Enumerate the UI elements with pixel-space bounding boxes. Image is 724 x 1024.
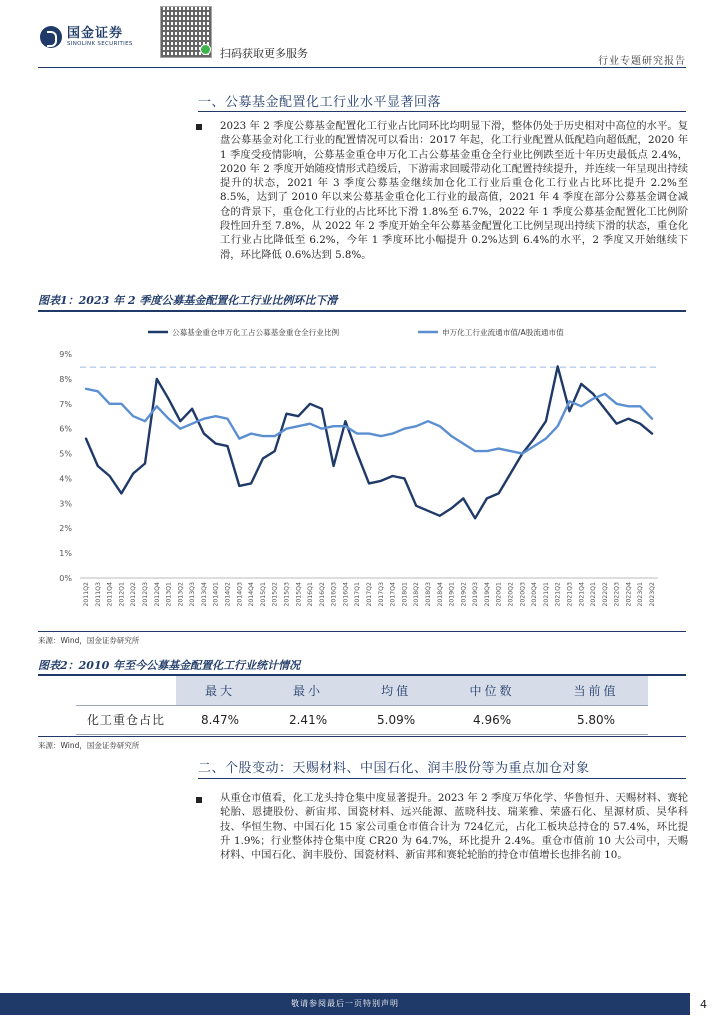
stats-header-current: 当前值: [544, 676, 648, 705]
x-tick-label: 2015Q3: [283, 582, 291, 607]
x-tick-label: 2021Q4: [578, 582, 586, 607]
y-tick-label: 4%: [59, 474, 72, 484]
x-tick-label: 2023Q2: [649, 582, 656, 607]
section2-title: 二、个股变动：天赐材料、中国石化、润丰股份等为重点加仓对象: [198, 761, 590, 776]
x-tick-label: 2019Q2: [460, 582, 468, 607]
logo-text-en: SINOLINK SECURITIES: [67, 40, 133, 47]
x-tick-label: 2016Q2: [318, 582, 326, 607]
stats-row-label: 化工重仓占比: [76, 705, 176, 734]
logo-text-cn: 国金证券: [67, 25, 124, 41]
x-tick-label: 2017Q3: [377, 582, 385, 607]
page-header: [0, 0, 724, 68]
section1-title: 一、公募基金配置化工行业水平显著回落: [198, 95, 442, 110]
y-tick-label: 0%: [59, 574, 72, 583]
figure2-title: 图表2：2010 年至今公募基金配置化工行业统计情况: [38, 659, 301, 672]
series-line-fund-allocation: [86, 366, 652, 518]
stats-header-mean: 均值: [352, 676, 440, 705]
figure1-chart: [38, 318, 686, 630]
y-tick-label: 8%: [59, 374, 72, 384]
x-tick-label: 2021Q2: [554, 582, 562, 607]
chart-legend: [148, 327, 564, 337]
x-tick-label: 2020Q1: [495, 582, 503, 607]
table-row: [76, 705, 648, 734]
x-tick-label: 2015Q1: [259, 582, 267, 607]
y-tick-label: 1%: [59, 549, 72, 559]
chart-x-axis: [83, 582, 656, 607]
sinolink-logo-icon: [40, 26, 62, 48]
company-logo: [40, 26, 133, 48]
legend-label: 公募基金重仓申万化工占公募基金重仓全行业比例: [172, 328, 340, 337]
x-tick-label: 2011Q3: [94, 582, 102, 607]
x-tick-label: 2014Q2: [224, 582, 232, 607]
x-tick-label: 2017Q4: [389, 582, 397, 607]
chart-y-axis: [59, 350, 658, 583]
stats-value-min: 2.41%: [264, 705, 352, 734]
x-tick-label: 2020Q3: [519, 582, 527, 607]
x-tick-label: 2014Q3: [236, 582, 244, 607]
wechat-badge-icon: [200, 44, 211, 55]
line-chart-svg: [38, 318, 686, 630]
x-tick-label: 2011Q2: [83, 582, 90, 607]
x-tick-label: 2014Q4: [248, 582, 256, 607]
x-tick-label: 2016Q3: [330, 582, 338, 607]
x-tick-label: 2013Q1: [165, 582, 173, 607]
x-tick-label: 2023Q1: [637, 582, 645, 607]
x-tick-label: 2012Q3: [141, 582, 149, 607]
y-tick-label: 3%: [59, 499, 72, 509]
stats-value-mean: 5.09%: [352, 705, 440, 734]
section1-underline: [198, 111, 686, 112]
x-tick-label: 2013Q2: [177, 582, 185, 607]
x-tick-label: 2019Q1: [448, 582, 456, 607]
page-number: 4: [700, 998, 707, 1011]
stats-header-max: 最大: [176, 676, 264, 705]
section2-underline: [198, 778, 686, 779]
x-tick-label: 2017Q1: [354, 582, 362, 607]
x-tick-label: 2012Q2: [130, 582, 138, 607]
y-tick-label: 2%: [59, 524, 72, 534]
figure1-top-rule: [38, 310, 686, 312]
x-tick-label: 2021Q3: [566, 582, 574, 607]
figure1-source: 来源：Wind，国金证券研究所: [38, 636, 140, 645]
x-tick-label: 2020Q4: [531, 582, 539, 607]
x-tick-label: 2013Q3: [189, 582, 197, 607]
footer-disclaimer[interactable]: 敬请参阅最后一页特别声明: [291, 999, 399, 1008]
x-tick-label: 2022Q3: [613, 582, 621, 607]
header-divider: [38, 67, 686, 68]
section1-bullet: [196, 124, 202, 130]
section1-paragraph: 2023 年 2 季度公募基金配置化工行业占比同环比均明显下滑，整体仍处于历史相对中高位的水平。复盘公募基金对化工行业的配置情况可以看出：2017 年起，化工行业配置从低配趋向超低配，2020 年 1 季度受疫情影响，公募基金重仓申万化工占公募基金重仓全行业比例跌至近十年历史最低点 2.4%，2020 年 2 季度开始随疫情形式趋缓后，下游需求回暖带动化工配置持续提升，并连续一年呈现出持续提升的状态，2021 年 3 季度公募基金继续加仓化工行业后重仓化工行业占比环比提升 2.2%至 8.5%，达到了 2010 年以来公募基金重仓化工行业的最高值，2021 年 4 季度在部分公募基金调仓减仓的背景下，重仓化工行业的占比环比下滑 1.8%至 6.7%，2022 年 1 季度公募基金配置化工比例阶段性回升至 7.8%，从 2022 年 2 季度开始全年公募基金配置化工比例呈现出持续下滑的状态，重仓化工行业占比降低至 6.2%，今年 1 季度环比小幅提升 0.2%达到 6.4%的水平，2 季度又开始继续下滑，环比降低 0.6%达到 5.8%。: [220, 120, 688, 261]
figure1-bottom-rule: [38, 631, 686, 632]
x-tick-label: 2016Q1: [307, 582, 315, 607]
x-tick-label: 2015Q4: [295, 582, 303, 607]
x-tick-label: 2022Q2: [601, 582, 609, 607]
y-tick-label: 7%: [59, 399, 72, 409]
x-tick-label: 2013Q4: [200, 582, 208, 607]
x-tick-label: 2022Q1: [590, 582, 598, 607]
stats-table-corner: [76, 676, 176, 705]
x-tick-label: 2017Q2: [366, 582, 373, 607]
x-tick-label: 2011Q4: [106, 582, 114, 607]
x-tick-label: 2018Q3: [424, 582, 432, 607]
stats-value-current: 5.80%: [544, 705, 648, 734]
stats-value-median: 4.96%: [440, 705, 544, 734]
stats-value-max: 8.47%: [176, 705, 264, 734]
stats-header-median: 中位数: [440, 676, 544, 705]
y-tick-label: 6%: [59, 424, 72, 434]
x-tick-label: 2020Q2: [507, 582, 515, 607]
x-tick-label: 2012Q4: [153, 582, 161, 607]
x-tick-label: 2019Q3: [472, 582, 480, 607]
y-tick-label: 5%: [59, 449, 72, 459]
x-tick-label: 2019Q4: [483, 582, 491, 607]
x-tick-label: 2018Q4: [436, 582, 444, 607]
y-tick-label: 9%: [59, 350, 72, 359]
figure2-bottom-rule: [38, 736, 686, 737]
figure2-source: 来源：Wind，国金证券研究所: [38, 741, 140, 750]
report-type: 行业专题研究报告: [598, 56, 686, 67]
stats-table-header-row: [76, 676, 648, 705]
x-tick-label: 2014Q1: [212, 582, 220, 607]
x-tick-label: 2022Q4: [625, 582, 633, 607]
figure1-title: 图表1：2023 年 2 季度公募基金配置化工行业比例环比下滑: [38, 294, 338, 307]
legend-label: 申万化工行业流通市值/A股流通市值: [442, 328, 564, 337]
x-tick-label: 2016Q4: [342, 582, 350, 607]
x-tick-label: 2015Q2: [271, 582, 279, 607]
x-tick-label: 2018Q1: [401, 582, 409, 607]
x-tick-label: 2012Q1: [118, 582, 126, 607]
qr-caption: 扫码获取更多服务: [220, 47, 308, 60]
chart-series: [86, 366, 652, 518]
stats-table: [76, 676, 648, 735]
x-tick-label: 2018Q2: [413, 582, 421, 607]
section2-paragraph: 从重仓市值看，化工龙头持仓集中度显著提升。2023 年 2 季度万华化学、华鲁恒升、天赐材料、赛轮轮胎、恩捷股份、新宙邦、国瓷材料、远兴能源、蓝晓科技、瑞莱雅、荣盛石化、星源材质、昊华科技、华恒生物、中国石化 15 家公司重仓市值合计为 724亿元，占化工板块总持仓的 57.4%，环比提升 1.9%；行业整体持仓集中度 CR20 为 64.7%，环比提升 2.4%。重仓市值前 10 大公司中，天赐材料、中国石化、润丰股份、国瓷材料、新宙邦和赛轮轮胎的持仓市值增长也排名前 10。: [220, 792, 688, 862]
section2-bullet: [196, 797, 202, 803]
stats-header-min: 最小: [264, 676, 352, 705]
x-tick-label: 2021Q1: [542, 582, 550, 607]
